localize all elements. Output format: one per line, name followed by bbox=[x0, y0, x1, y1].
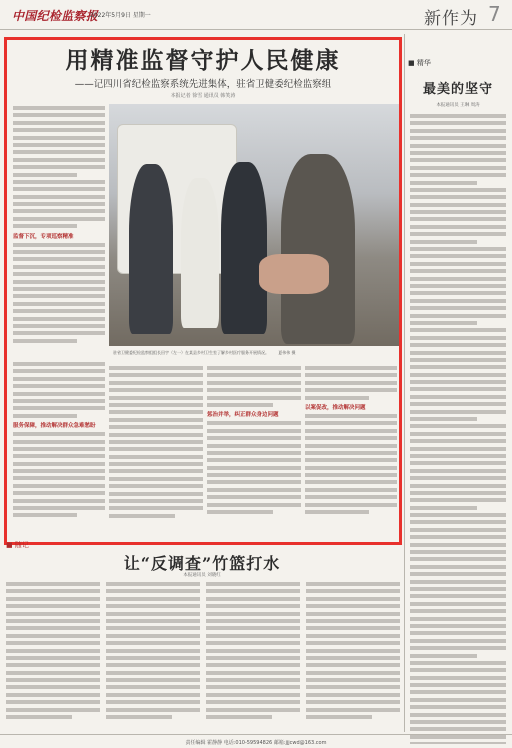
sidebar-title: 最美的坚守 bbox=[422, 82, 493, 97]
feature-subhead-1: 监督下沉，专项巡察精准 bbox=[13, 233, 74, 240]
lower-tag: ■ 随记 bbox=[6, 541, 29, 549]
photo-caption-text: 驻省卫健委纪检监察组组长田宇（左一）在某县乡村卫生室了解乡村医疗服务开展情况。 bbox=[113, 350, 269, 355]
feature-photo bbox=[109, 104, 399, 360]
person-shape bbox=[281, 154, 355, 344]
sidebar-article[interactable] bbox=[408, 58, 508, 748]
feature-column-4 bbox=[207, 366, 301, 542]
person-shape bbox=[181, 178, 219, 328]
issue-date: 2022年5月9日 星期一 bbox=[90, 12, 151, 19]
section-title: 新作为 bbox=[424, 9, 478, 29]
lower-column-4 bbox=[306, 582, 400, 730]
feature-column-1 bbox=[13, 106, 105, 356]
feature-column-3 bbox=[109, 366, 203, 542]
column-divider bbox=[404, 34, 405, 732]
sidebar-body bbox=[410, 114, 506, 744]
page-number: 7 bbox=[488, 2, 501, 26]
feature-column-5 bbox=[305, 366, 397, 542]
lower-column-2 bbox=[106, 582, 200, 730]
person-shape bbox=[221, 162, 267, 334]
lower-column-1 bbox=[6, 582, 100, 730]
feature-byline: 本报记者 徐雪 通讯员 韩笑涛 bbox=[170, 93, 236, 99]
feature-title: 用精准监督守护人民健康 bbox=[65, 47, 341, 74]
lower-column-3 bbox=[206, 582, 300, 730]
photo-credit: 夏伟伟 摄 bbox=[278, 350, 296, 355]
feature-article[interactable] bbox=[4, 37, 402, 545]
person-shape bbox=[129, 164, 173, 334]
photo-caption bbox=[109, 346, 399, 360]
feature-subtitle: ——记四川省纪检监察系统先进集体，驻省卫健委纪检监察组 bbox=[74, 79, 332, 90]
sidebar-byline: 本报通讯员 王琳 周涛 bbox=[436, 103, 480, 108]
masthead bbox=[0, 0, 512, 30]
lower-title: 让“反调查”竹篮打水 bbox=[123, 554, 281, 573]
feature-subhead-3: 以案促改，推动解决问题 bbox=[305, 404, 366, 411]
feature-subhead-4: 服务保障，推动解决群众急难愁盼 bbox=[13, 423, 96, 430]
feature-subhead-2: 惩治并举，纠正群众身边问题 bbox=[207, 412, 279, 419]
lower-byline: 本报通讯员 刘晓红 bbox=[183, 573, 221, 578]
bag-shape bbox=[259, 254, 329, 294]
newspaper-logo: 中国纪检监察报 bbox=[12, 9, 99, 23]
feature-column-2 bbox=[13, 362, 105, 542]
sidebar-tag: ■ 精华 bbox=[408, 59, 431, 67]
page-footer: 责任编辑 霍静静 电话:010-59594826 邮箱:jjjcwd@163.com bbox=[0, 734, 512, 748]
